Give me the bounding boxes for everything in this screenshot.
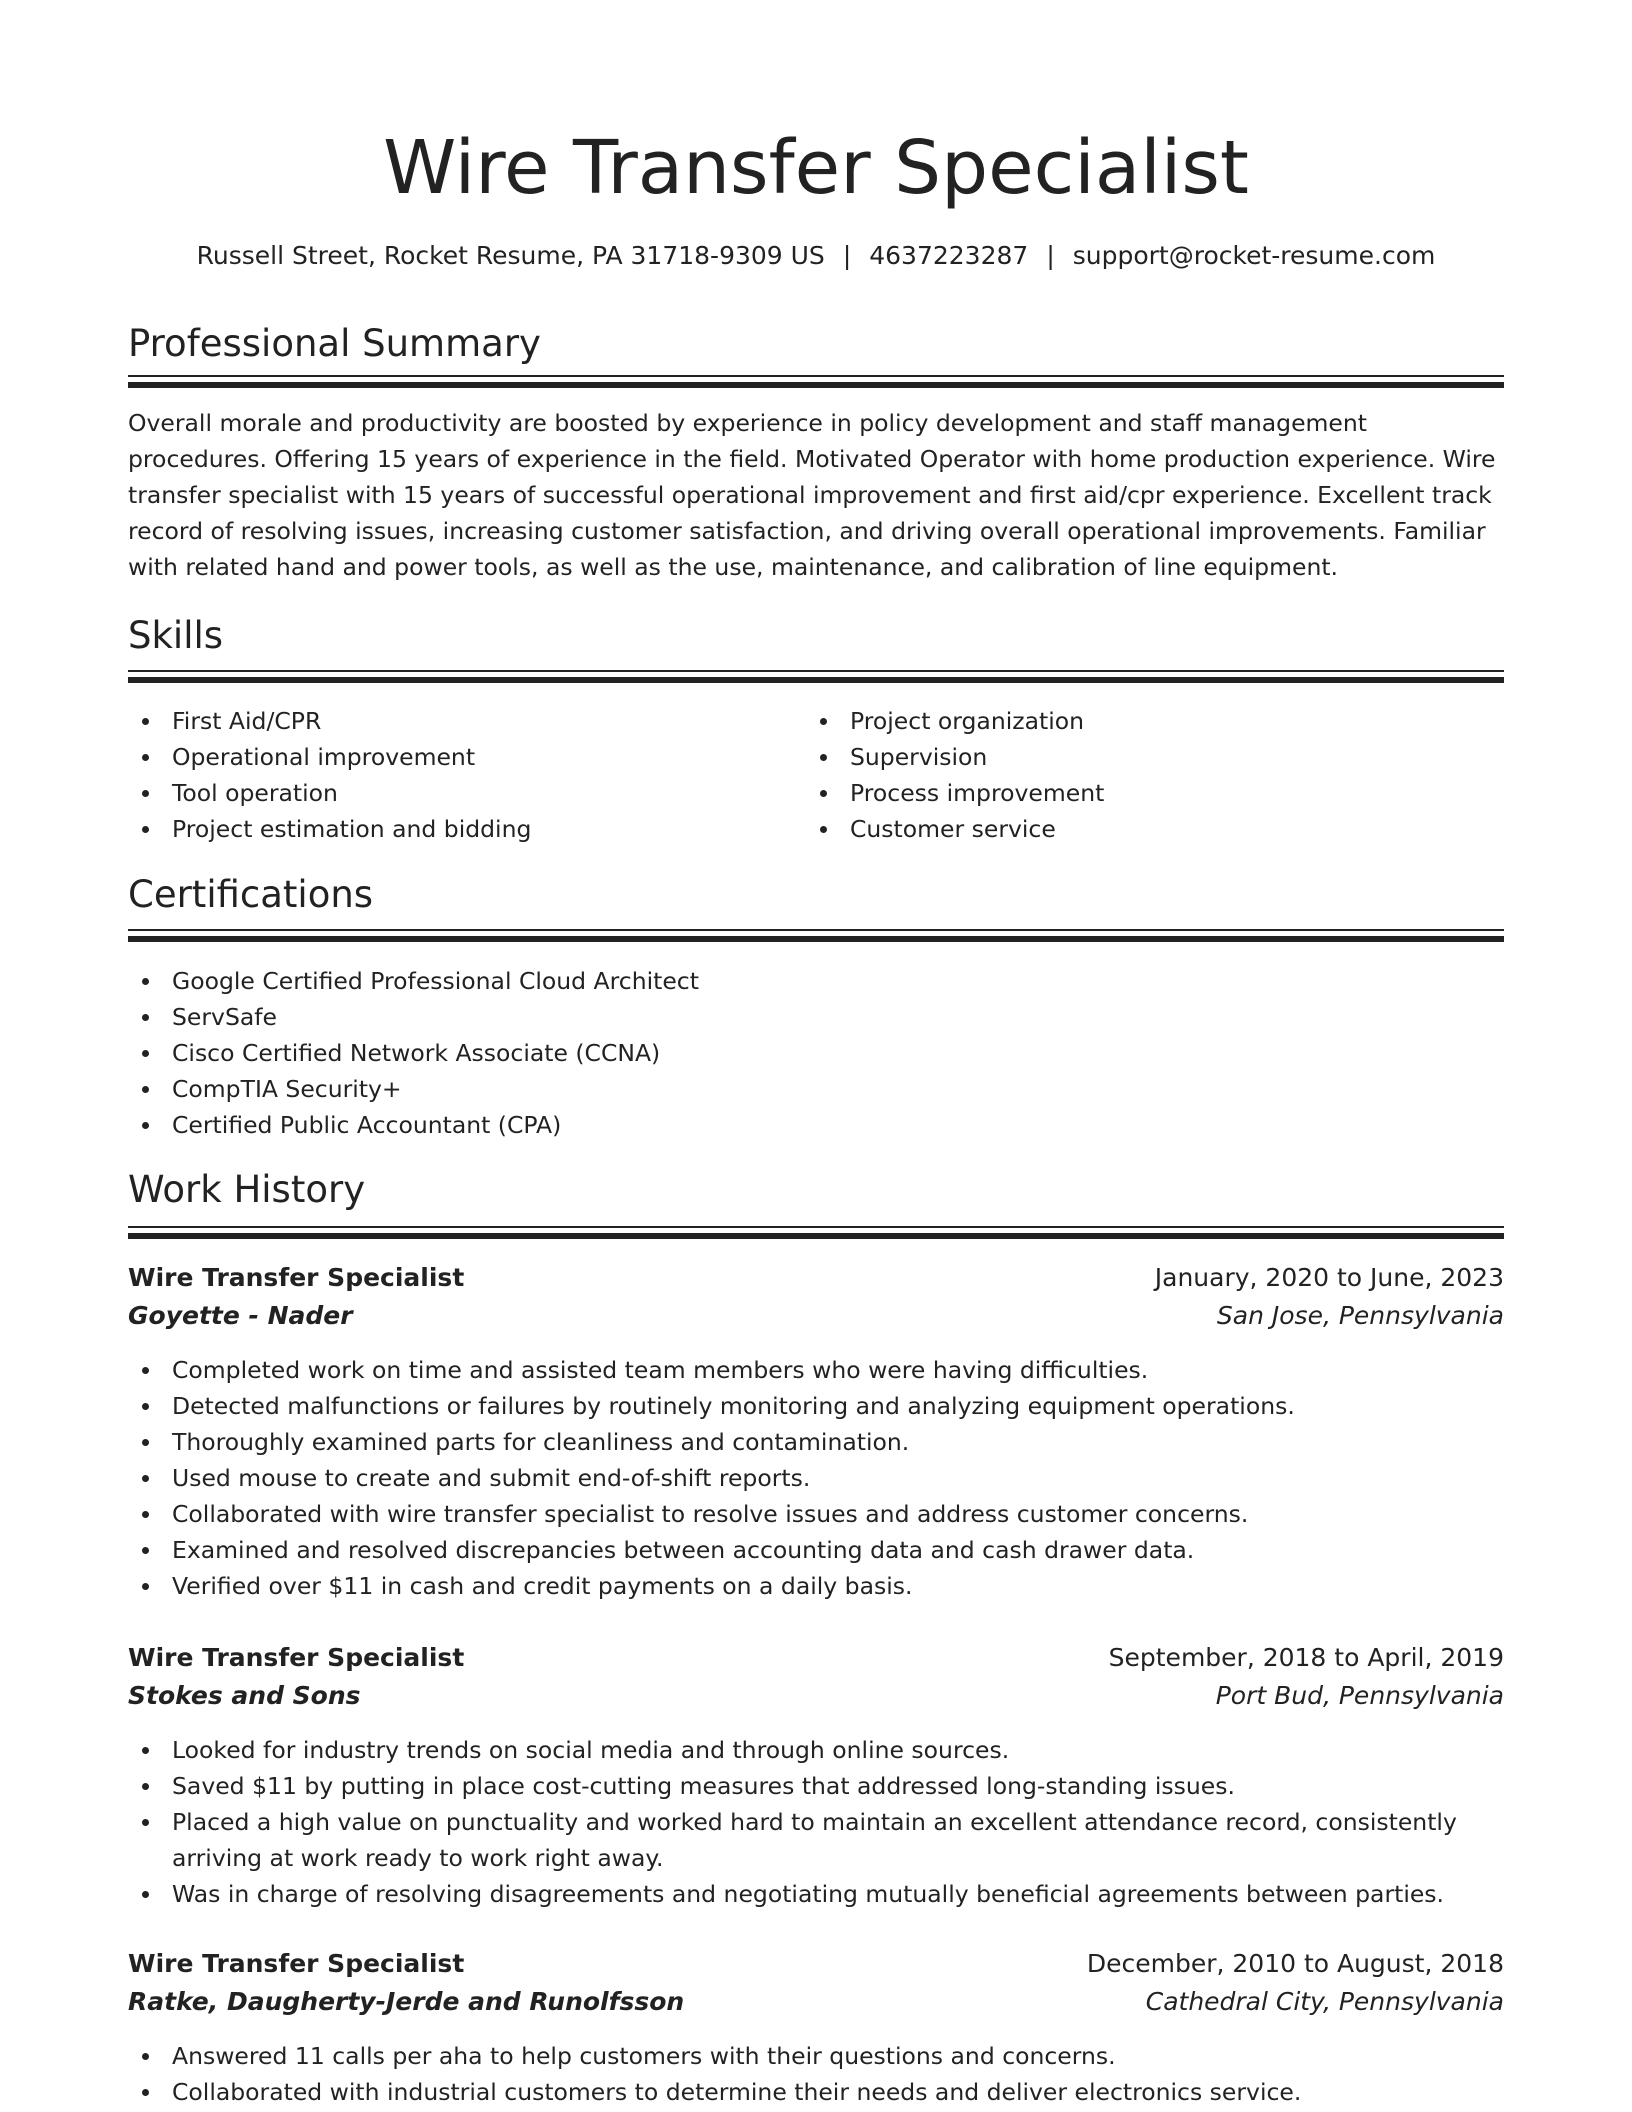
job-dates: December, 2010 to August, 2018 — [1086, 1949, 1504, 1978]
job-header — [128, 1260, 1504, 1336]
job-company: Ratke, Daugherty-Jerde and Runolfsson — [128, 1987, 685, 2016]
section-heading-work-history: Work History — [128, 1168, 366, 1211]
job-title: Wire Transfer Specialist — [128, 1263, 465, 1292]
job-bullet: Saved $11 by putting in place cost-cutting measures that addressed long-standing issues. — [128, 1768, 1504, 1804]
contact-separator: | — [842, 241, 852, 270]
job-title: Wire Transfer Specialist — [128, 1949, 465, 1978]
page-title: Wire Transfer Specialist — [383, 125, 1249, 211]
section-divider — [128, 375, 1504, 389]
section-divider — [128, 929, 1504, 943]
skill-item: Project estimation and bidding — [128, 811, 531, 847]
certification-item: ServSafe — [128, 999, 699, 1035]
job-location: Cathedral City, Pennsylvania — [1145, 1987, 1504, 2016]
job-bullet: Looked for industry trends on social media and through online sources. — [128, 1732, 1504, 1768]
contact-line — [128, 238, 1504, 274]
summary-text: Overall morale and productivity are boosted by experience in policy development and staff management procedures. Offering 15 years of experience in the field. Motivated Operator with home production experience. Wire transfer specialist with 15 years of successful operational improvement and first aid/cpr experience. Excellent track record of resolving issues, increasing customer satisfaction, and driving overall operational improvements. Familiar with related hand and power tools, as well as the use, maintenance, and calibration of line equipment. — [128, 409, 1496, 581]
job-bullet: Placed a high value on punctuality and worked hard to maintain an excellent attendance record, consistently arriving at work ready to work right away. — [128, 1804, 1504, 1876]
certifications-list — [128, 963, 699, 1143]
job-company: Goyette - Nader — [128, 1301, 353, 1330]
certification-item: Certified Public Accountant (CPA) — [128, 1107, 699, 1143]
section-heading-certifications: Certifications — [128, 873, 374, 916]
skill-item: Tool operation — [128, 775, 531, 811]
job-bullet: Examined and resolved discrepancies between accounting data and cash drawer data. — [128, 1532, 1295, 1568]
certification-item: CompTIA Security+ — [128, 1071, 699, 1107]
section-divider — [128, 670, 1504, 684]
skill-item: Process improvement — [806, 775, 1104, 811]
job-dates: January, 2020 to June, 2023 — [1154, 1263, 1504, 1292]
job-bullet: Completed work on time and assisted team members who were having difficulties. — [128, 1352, 1295, 1388]
certification-item: Google Certified Professional Cloud Architect — [128, 963, 699, 999]
job-bullet: Collaborated with industrial customers to determine their needs and deliver electronics service. — [128, 2074, 1301, 2110]
job-bullet: Detected malfunctions or failures by routinely monitoring and analyzing equipment operations. — [128, 1388, 1295, 1424]
section-divider — [128, 1226, 1504, 1240]
job-bullets — [128, 2038, 1301, 2110]
skills-list-right — [806, 703, 1104, 847]
job-bullet: Collaborated with wire transfer specialist to resolve issues and address customer concerns. — [128, 1496, 1295, 1532]
job-bullet: Was in charge of resolving disagreements and negotiating mutually beneficial agreements between parties. — [128, 1876, 1504, 1912]
skill-item: First Aid/CPR — [128, 703, 531, 739]
job-header — [128, 1946, 1504, 2022]
job-dates: September, 2018 to April, 2019 — [1108, 1643, 1504, 1672]
section-heading-summary: Professional Summary — [128, 322, 541, 365]
job-bullet: Answered 11 calls per aha to help customers with their questions and concerns. — [128, 2038, 1301, 2074]
job-location: Port Bud, Pennsylvania — [1215, 1681, 1504, 1710]
job-bullet: Used mouse to create and submit end-of-shift reports. — [128, 1460, 1295, 1496]
job-header — [128, 1640, 1504, 1716]
job-bullets — [128, 1352, 1295, 1604]
contact-phone: 4637223287 — [869, 241, 1029, 270]
job-bullets — [128, 1732, 1504, 1912]
certification-item: Cisco Certified Network Associate (CCNA) — [128, 1035, 699, 1071]
job-location: San Jose, Pennsylvania — [1216, 1301, 1504, 1330]
skill-item: Supervision — [806, 739, 1104, 775]
contact-separator: | — [1046, 241, 1055, 270]
skill-item: Project organization — [806, 703, 1104, 739]
job-title: Wire Transfer Specialist — [128, 1643, 465, 1672]
contact-address: Russell Street, Rocket Resume, PA 31718-9309 US — [196, 241, 825, 270]
section-heading-skills: Skills — [128, 614, 224, 657]
skills-list-left — [128, 703, 531, 847]
job-company: Stokes and Sons — [128, 1681, 361, 1710]
skill-item: Operational improvement — [128, 739, 531, 775]
contact-email: support@rocket-resume.com — [1072, 241, 1436, 270]
job-bullet: Thoroughly examined parts for cleanliness and contamination. — [128, 1424, 1295, 1460]
job-bullet: Verified over $11 in cash and credit payments on a daily basis. — [128, 1568, 1295, 1604]
skill-item: Customer service — [806, 811, 1104, 847]
